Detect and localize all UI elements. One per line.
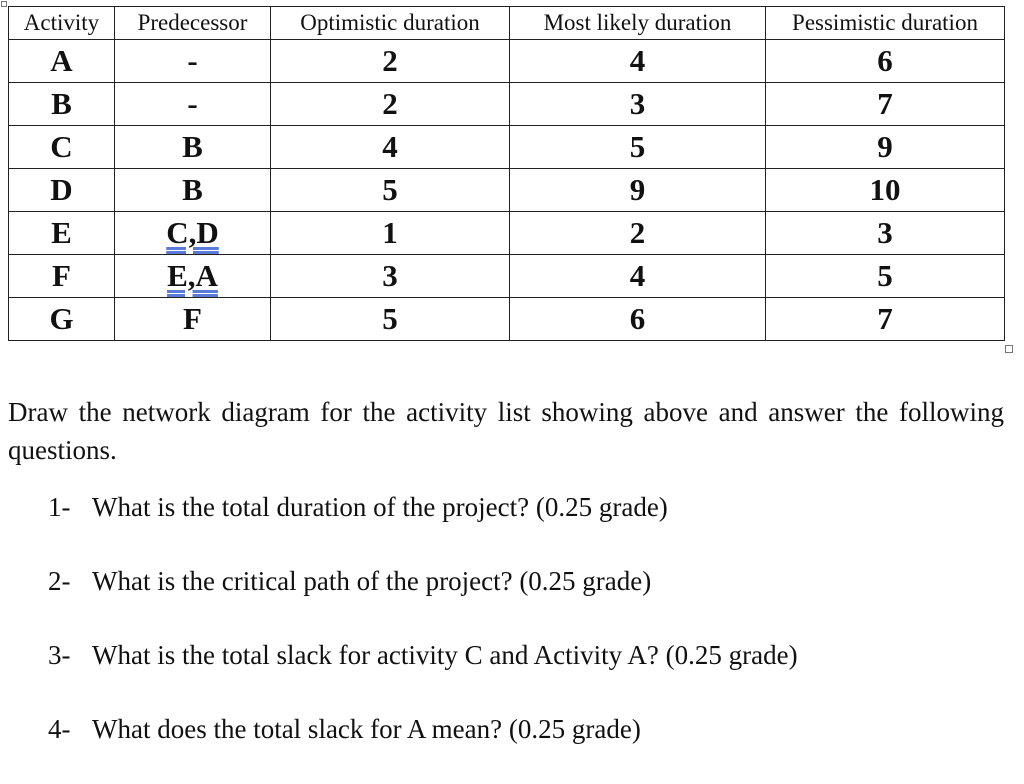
cell-pessimistic: 7 xyxy=(766,298,1005,341)
cell-activity: G xyxy=(9,298,115,341)
cell-optimistic: 5 xyxy=(271,298,510,341)
cell-predecessor: - xyxy=(115,83,271,126)
cell-predecessor: F xyxy=(115,298,271,341)
question-number: 1- xyxy=(48,492,71,522)
cell-optimistic: 1 xyxy=(271,212,510,255)
questions-list xyxy=(0,488,1000,784)
cell-optimistic: 3 xyxy=(271,255,510,298)
cell-most-likely: 9 xyxy=(510,169,766,212)
question-item xyxy=(0,562,1000,600)
question-item xyxy=(0,636,1000,674)
table-row xyxy=(9,83,1005,126)
cell-activity: A xyxy=(9,40,115,83)
cell-pessimistic: 10 xyxy=(766,169,1005,212)
cell-activity: C xyxy=(9,126,115,169)
cell-pessimistic: 6 xyxy=(766,40,1005,83)
header-optimistic: Optimistic duration xyxy=(271,7,510,40)
cell-predecessor: B xyxy=(115,126,271,169)
table-row xyxy=(9,212,1005,255)
question-item xyxy=(0,710,1000,748)
header-most-likely: Most likely duration xyxy=(510,7,766,40)
cell-predecessor: B xyxy=(115,169,271,212)
table-row xyxy=(9,40,1005,83)
cell-optimistic: 2 xyxy=(271,40,510,83)
cell-pessimistic: 9 xyxy=(766,126,1005,169)
question-number: 3- xyxy=(48,640,71,670)
cell-predecessor: - xyxy=(115,40,271,83)
predecessor-text: E,A xyxy=(167,258,218,293)
cell-activity: B xyxy=(9,83,115,126)
table-row xyxy=(9,298,1005,341)
question-number: 2- xyxy=(48,566,71,596)
cell-most-likely: 2 xyxy=(510,212,766,255)
header-predecessor: Predecessor xyxy=(115,7,271,40)
cell-most-likely: 4 xyxy=(510,255,766,298)
cell-optimistic: 4 xyxy=(271,126,510,169)
cell-optimistic: 5 xyxy=(271,169,510,212)
table-header-row xyxy=(9,7,1005,40)
instructions-paragraph: Draw the network diagram for the activity list showing above and answer the following questions. xyxy=(8,397,1004,465)
cell-most-likely: 6 xyxy=(510,298,766,341)
cell-activity: E xyxy=(9,212,115,255)
table-resize-handle[interactable] xyxy=(1005,345,1013,353)
question-number: 4- xyxy=(48,714,71,744)
cell-predecessor xyxy=(115,255,271,298)
cell-predecessor xyxy=(115,212,271,255)
header-pessimistic: Pessimistic duration xyxy=(766,7,1005,40)
activity-table xyxy=(8,6,1005,341)
question-item xyxy=(0,488,1000,526)
question-text: What is the total slack for activity C and Activity A? (0.25 grade) xyxy=(92,640,798,670)
cell-activity: F xyxy=(9,255,115,298)
header-activity: Activity xyxy=(9,7,115,40)
cell-optimistic: 2 xyxy=(271,83,510,126)
table-row xyxy=(9,126,1005,169)
cell-pessimistic: 7 xyxy=(766,83,1005,126)
cell-most-likely: 5 xyxy=(510,126,766,169)
cell-most-likely: 3 xyxy=(510,83,766,126)
cell-pessimistic: 5 xyxy=(766,255,1005,298)
cell-activity: D xyxy=(9,169,115,212)
predecessor-text: C,D xyxy=(166,215,219,250)
table-row xyxy=(9,169,1005,212)
table-move-handle[interactable] xyxy=(1,1,7,7)
question-text: What is the critical path of the project? (0.25 grade) xyxy=(92,566,652,596)
cell-pessimistic: 3 xyxy=(766,212,1005,255)
table-row xyxy=(9,255,1005,298)
question-text: What does the total slack for A mean? (0.25 grade) xyxy=(92,714,641,744)
question-text: What is the total duration of the project? (0.25 grade) xyxy=(92,492,668,522)
cell-most-likely: 4 xyxy=(510,40,766,83)
